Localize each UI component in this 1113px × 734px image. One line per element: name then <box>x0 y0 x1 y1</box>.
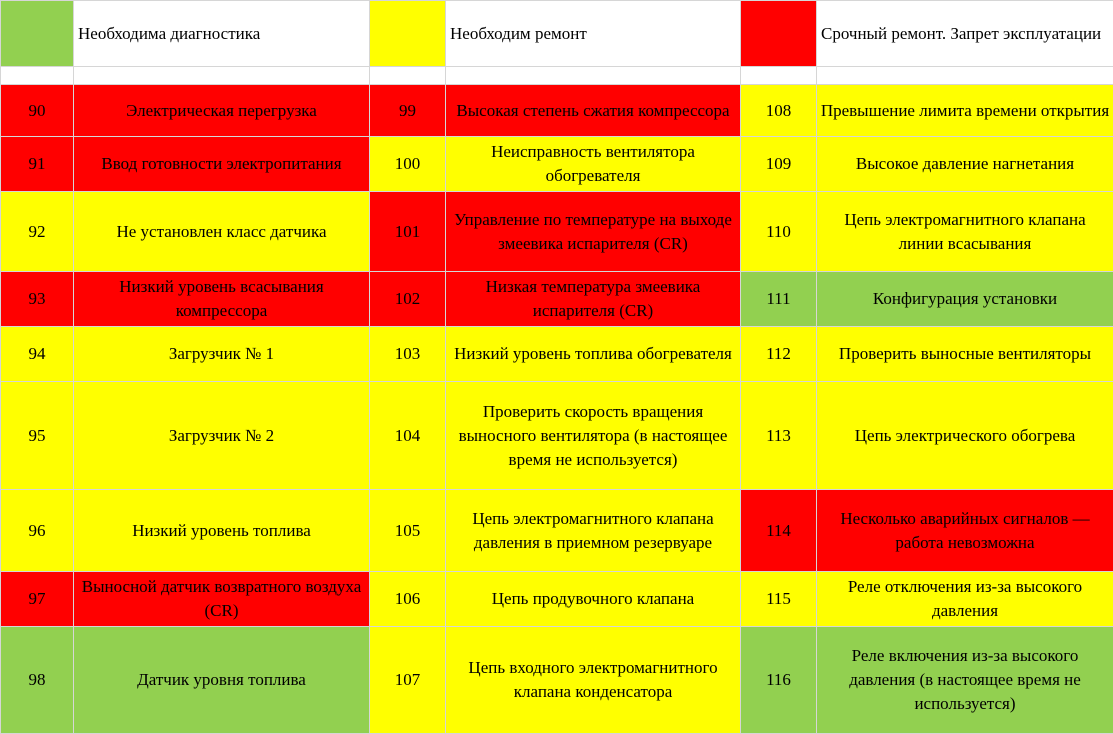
alarm-description: Электрическая перегрузка <box>74 85 370 137</box>
alarm-description: Низкий уровень топлива обогревателя <box>446 327 741 382</box>
alarm-code: 105 <box>370 490 446 572</box>
alarm-description: Конфигурация установки <box>817 272 1113 327</box>
alarm-code: 111 <box>741 272 817 327</box>
alarm-description: Цепь электрического обогрева <box>817 382 1113 490</box>
alarm-description: Высокая степень сжатия компрессора <box>446 85 741 137</box>
alarm-code: 104 <box>370 382 446 490</box>
alarm-code: 108 <box>741 85 817 137</box>
alarm-description: Загрузчик № 2 <box>74 382 370 490</box>
alarm-description: Низкая температура змеевика испарителя (CR) <box>446 272 741 327</box>
legend-swatch-red <box>741 1 817 67</box>
alarm-code: 115 <box>741 572 817 627</box>
legend-label-repair: Необходим ремонт <box>446 1 741 67</box>
alarm-description: Ввод готовности электропитания <box>74 137 370 192</box>
alarm-code: 116 <box>741 627 817 734</box>
table-row <box>1 627 1113 734</box>
table-row <box>1 192 1113 272</box>
alarm-code: 113 <box>741 382 817 490</box>
legend-label-urgent: Срочный ремонт. Запрет эксплуатации <box>817 1 1113 67</box>
alarm-code: 106 <box>370 572 446 627</box>
alarm-description: Реле включения из-за высокого давления (в настоящее время не используется) <box>817 627 1113 734</box>
alarm-code: 90 <box>1 85 74 137</box>
alarm-code: 112 <box>741 327 817 382</box>
legend-row <box>1 1 1113 67</box>
alarm-code: 103 <box>370 327 446 382</box>
alarm-code: 109 <box>741 137 817 192</box>
table-row <box>1 382 1113 490</box>
legend-swatch-green <box>1 1 74 67</box>
table-row <box>1 137 1113 192</box>
table-row <box>1 572 1113 627</box>
alarm-description: Реле отключения из-за высокого давления <box>817 572 1113 627</box>
alarm-code: 94 <box>1 327 74 382</box>
alarm-code: 91 <box>1 137 74 192</box>
table-row <box>1 490 1113 572</box>
spacer-row <box>1 67 1113 85</box>
alarm-code: 99 <box>370 85 446 137</box>
alarm-description: Датчик уровня топлива <box>74 627 370 734</box>
alarm-code: 102 <box>370 272 446 327</box>
alarm-description: Цепь электромагнитного клапана линии всасывания <box>817 192 1113 272</box>
alarm-code: 97 <box>1 572 74 627</box>
alarm-code: 107 <box>370 627 446 734</box>
alarm-description: Низкий уровень топлива <box>74 490 370 572</box>
alarm-description: Выносной датчик возвратного воздуха (CR) <box>74 572 370 627</box>
table-row <box>1 327 1113 382</box>
alarm-code: 93 <box>1 272 74 327</box>
alarm-description: Низкий уровень всасывания компрессора <box>74 272 370 327</box>
alarm-code: 114 <box>741 490 817 572</box>
alarm-code: 92 <box>1 192 74 272</box>
legend-swatch-yellow <box>370 1 446 67</box>
alarm-description: Превышение лимита времени открытия <box>817 85 1113 137</box>
alarm-description: Управление по температуре на выходе змеевика испарителя (CR) <box>446 192 741 272</box>
alarm-code: 100 <box>370 137 446 192</box>
alarm-description: Высокое давление нагнетания <box>817 137 1113 192</box>
alarm-description: Проверить скорость вращения выносного вентилятора (в настоящее время не используется) <box>446 382 741 490</box>
alarm-description: Цепь входного электромагнитного клапана конденсатора <box>446 627 741 734</box>
alarm-code: 95 <box>1 382 74 490</box>
alarm-code: 98 <box>1 627 74 734</box>
alarm-code: 110 <box>741 192 817 272</box>
alarm-code: 96 <box>1 490 74 572</box>
alarm-code: 101 <box>370 192 446 272</box>
alarm-description: Цепь электромагнитного клапана давления в приемном резервуаре <box>446 490 741 572</box>
alarm-description: Цепь продувочного клапана <box>446 572 741 627</box>
alarm-description: Загрузчик № 1 <box>74 327 370 382</box>
alarm-description: Не установлен класс датчика <box>74 192 370 272</box>
alarm-description: Неисправность вентилятора обогревателя <box>446 137 741 192</box>
legend-label-diagnostics: Необходима диагностика <box>74 1 370 67</box>
table-row <box>1 85 1113 137</box>
alarm-description: Проверить выносные вентиляторы <box>817 327 1113 382</box>
table-row <box>1 272 1113 327</box>
alarm-description: Несколько аварийных сигналов — работа невозможна <box>817 490 1113 572</box>
